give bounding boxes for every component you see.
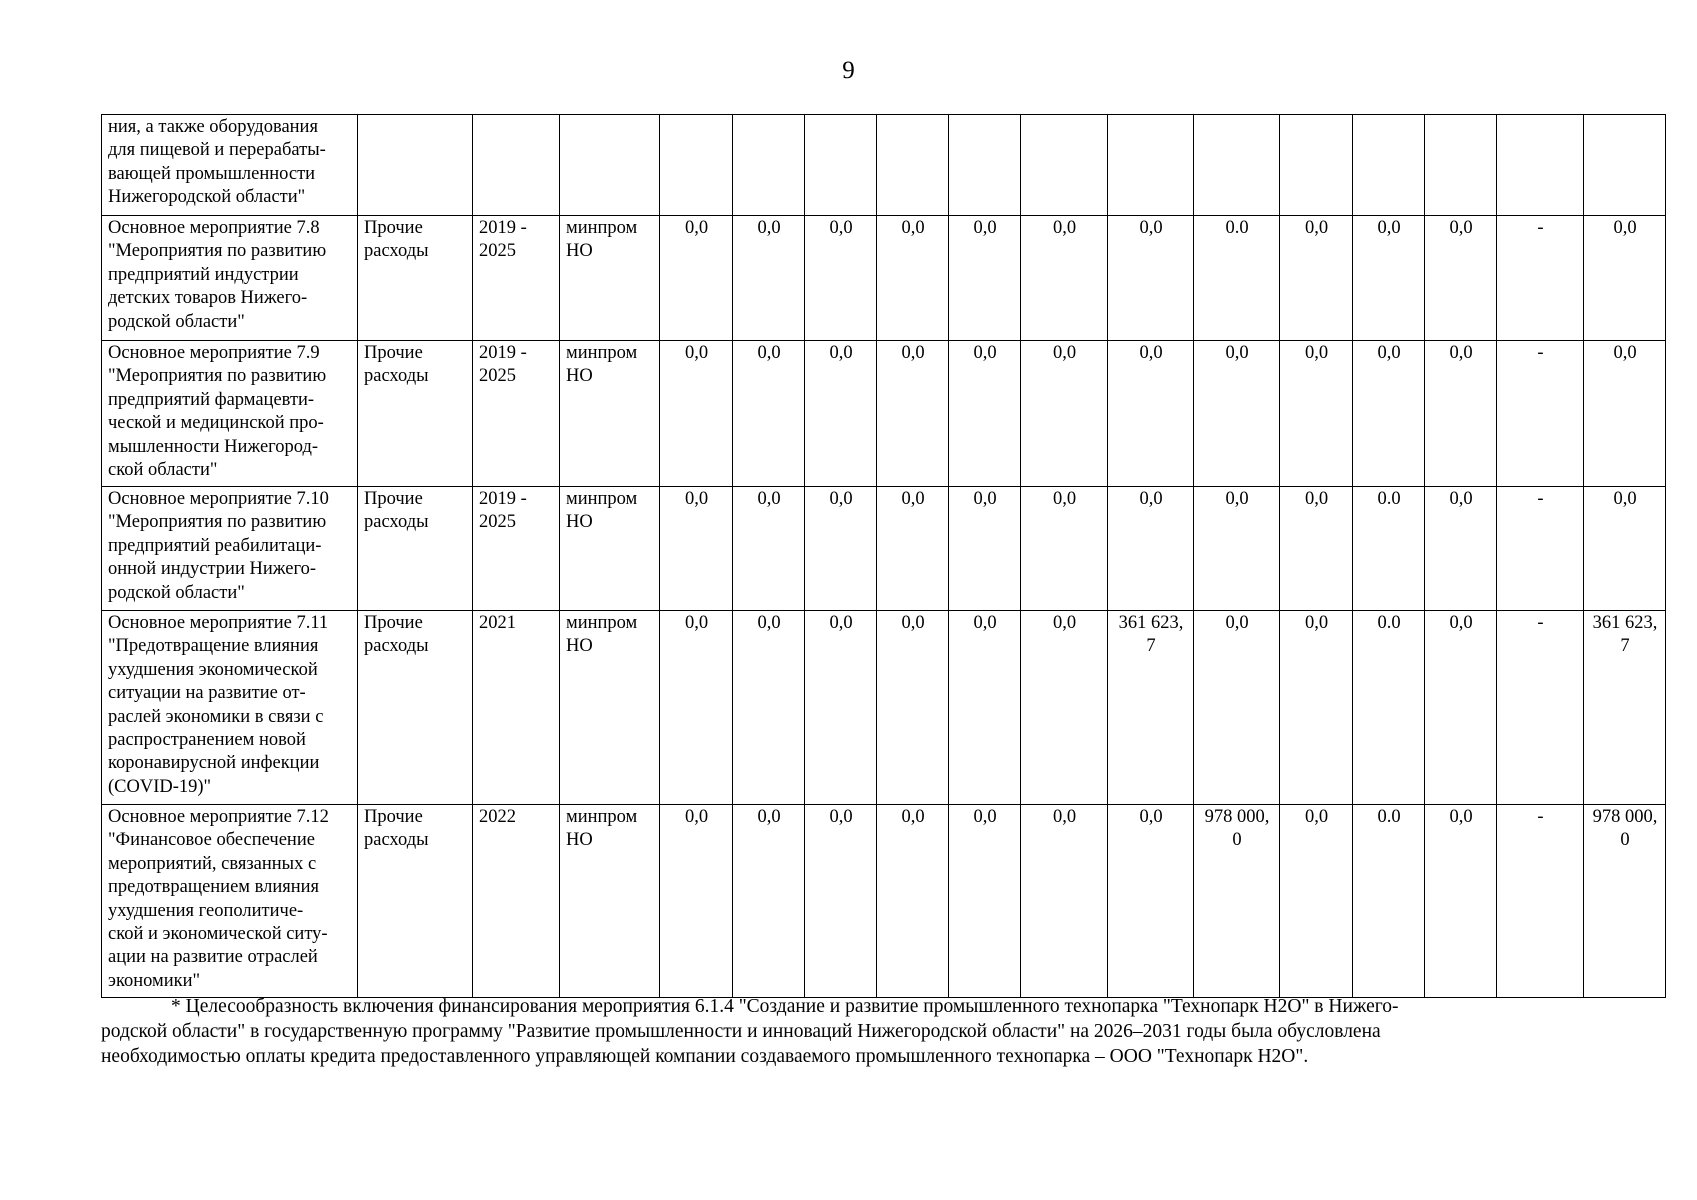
value-cell (949, 611, 1021, 805)
value-cell (1108, 487, 1194, 611)
value-cell-line: 0,0 (1139, 807, 1163, 827)
expense-type-cell-line: Прочие (364, 489, 423, 509)
value-cell-line: 0,0 (684, 218, 709, 238)
value-cell (1280, 611, 1353, 805)
value-cell-line: 0.0 (1377, 489, 1401, 509)
value-cell-line: 0,0 (1052, 613, 1077, 633)
value-cell (1108, 805, 1194, 998)
value-cell (660, 216, 733, 341)
value-cell-line: 0,0 (901, 613, 925, 633)
expense-type-cell-line: расходы (364, 241, 429, 262)
executor-cell-line: минпром (566, 489, 638, 509)
activity-name-cell (102, 805, 358, 998)
activity-name-cell-line: ухудшения экономической (108, 659, 318, 680)
value-cell (877, 341, 949, 487)
value-cell-line: 0,0 (1139, 489, 1163, 509)
activity-name-cell-line: ситуации на развитие от- (108, 683, 306, 704)
value-cell-line: 0,0 (1052, 218, 1077, 238)
value-cell-line: 0,0 (757, 343, 781, 363)
activity-name-cell-line: ухудшения геополитиче- (108, 900, 304, 921)
period-cell-line: 2022 (479, 807, 516, 827)
value-cell (1108, 216, 1194, 341)
value-cell (1497, 805, 1584, 998)
value-cell (877, 115, 949, 216)
footnote (101, 994, 1621, 1069)
period-cell-line: 2025 (479, 366, 516, 387)
value-cell-line: 0,0 (1225, 343, 1249, 363)
activity-name-cell-line: (COVID-19)" (108, 776, 212, 797)
activity-name-cell-line: "Финансовое обеспечение (108, 830, 315, 851)
activity-name-cell-line: мышленности Нижегород- (108, 436, 319, 457)
executor-cell-line: НО (566, 636, 593, 657)
period-cell (473, 216, 560, 341)
table-body (102, 115, 1666, 998)
value-cell (1584, 487, 1666, 611)
activity-name-cell-line: онной индустрии Нижего- (108, 559, 317, 580)
activity-name-cell-line: экономики" (108, 970, 201, 991)
executor-cell-line: минпром (566, 807, 638, 827)
activity-name-cell-line: ской области" (108, 460, 218, 481)
executor-cell-line: минпром (566, 218, 638, 238)
executor-cell (560, 115, 660, 216)
activity-name-cell-line: Основное мероприятие 7.10 (108, 489, 329, 509)
value-cell (1353, 341, 1425, 487)
value-cell-line: 0,0 (684, 343, 709, 363)
value-cell (660, 115, 733, 216)
value-cell (733, 805, 805, 998)
value-cell (1497, 341, 1584, 487)
value-cell-line: 0,0 (901, 489, 925, 509)
activity-name-cell (102, 216, 358, 341)
value-cell (1497, 487, 1584, 611)
activity-name-cell-line: Основное мероприятие 7.12 (108, 807, 329, 827)
value-cell (1108, 341, 1194, 487)
activity-name-cell-line: предприятий фармацевти- (108, 389, 315, 410)
table-row (102, 805, 1666, 998)
value-cell-line: - (1537, 807, 1544, 827)
value-cell (660, 341, 733, 487)
table-row (102, 341, 1666, 487)
value-cell-line: 361 623, (1592, 613, 1658, 633)
activity-name-cell (102, 341, 358, 487)
activity-name-cell-line: ческой и медицинской про- (108, 413, 324, 434)
value-cell (949, 216, 1021, 341)
value-cell (733, 115, 805, 216)
expense-type-cell-line: Прочие (364, 218, 423, 238)
value-cell (1497, 216, 1584, 341)
value-cell (733, 341, 805, 487)
value-cell-line: 0,0 (1449, 613, 1473, 633)
executor-cell-line: минпром (566, 613, 638, 633)
activity-name-cell-line: предприятий реабилитаци- (108, 535, 322, 556)
value-cell-line: 0,0 (1052, 343, 1077, 363)
value-cell (1021, 216, 1108, 341)
expense-type-cell-line: расходы (364, 830, 429, 851)
executor-cell-line: минпром (566, 343, 638, 363)
value-cell-line: 0,0 (1052, 807, 1077, 827)
value-cell (805, 115, 877, 216)
value-cell (1425, 115, 1497, 216)
value-cell-line: 0,0 (1449, 489, 1473, 509)
value-cell-line: 0,0 (757, 489, 781, 509)
activity-name-cell-line: "Предотвращение влияния (108, 636, 319, 657)
value-cell-line: 0,0 (1449, 218, 1473, 238)
value-cell (1353, 805, 1425, 998)
executor-cell (560, 216, 660, 341)
activity-name-cell-line: мероприятий, связанных с (108, 853, 317, 874)
value-cell-line: 7 (1146, 636, 1156, 657)
footnote-line: * Целесообразность включения финансирования мероприятия 6.1.4 "Создание и развитие промышленного технопарка "Технопарк H2O" в Нижего- (171, 996, 1399, 1017)
activity-name-cell-line: предприятий индустрии (108, 264, 299, 285)
value-cell-line: 0,0 (757, 218, 781, 238)
table-row (102, 487, 1666, 611)
activity-name-cell (102, 115, 358, 216)
value-cell-line: 0.0 (1377, 613, 1401, 633)
activity-name-cell-line: "Мероприятия по развитию (108, 512, 327, 533)
value-cell (1584, 805, 1666, 998)
value-cell (1021, 611, 1108, 805)
value-cell (1108, 611, 1194, 805)
value-cell (949, 115, 1021, 216)
value-cell-line: 0,0 (1139, 343, 1163, 363)
expense-type-cell (358, 216, 473, 341)
value-cell (1194, 216, 1280, 341)
activity-name-cell-line: ния, а также оборудования (108, 117, 318, 137)
value-cell (1584, 216, 1666, 341)
value-cell (1280, 805, 1353, 998)
value-cell-line: 0.0 (1225, 218, 1249, 238)
activity-name-cell-line: предотвращением влияния (108, 877, 320, 898)
value-cell-line: 0 (1232, 830, 1242, 851)
value-cell-line: 0,0 (1225, 613, 1249, 633)
value-cell-line: 0,0 (1139, 218, 1163, 238)
value-cell-line: 0,0 (1449, 343, 1473, 363)
value-cell-line: 361 623, (1118, 613, 1184, 633)
value-cell (1194, 115, 1280, 216)
value-cell-line: 0,0 (829, 218, 853, 238)
value-cell-line: 0,0 (901, 807, 925, 827)
value-cell-line: 0,0 (901, 218, 925, 238)
activity-name-cell-line: Нижегородской области" (108, 187, 306, 208)
value-cell (1021, 805, 1108, 998)
footnote-line: родской области" в государственную программу "Развитие промышленности и инноваций Нижегородской области" на 2026–2031 годы была обусловлена (101, 1021, 1381, 1042)
value-cell-line: 0,0 (684, 613, 709, 633)
activity-name-cell-line: для пищевой и перерабаты- (108, 140, 326, 161)
value-cell (1021, 487, 1108, 611)
period-cell (473, 487, 560, 611)
value-cell-line: 0,0 (1377, 218, 1401, 238)
value-cell-line: - (1537, 489, 1544, 509)
value-cell (1194, 805, 1280, 998)
value-cell-line: 0,0 (1377, 343, 1401, 363)
value-cell-line: 0,0 (973, 613, 997, 633)
value-cell (1108, 115, 1194, 216)
value-cell-line: 978 000, (1204, 807, 1270, 827)
value-cell-line: 0,0 (973, 218, 997, 238)
activity-name-cell-line: Основное мероприятие 7.8 (108, 218, 320, 238)
activity-name-cell-line: вающей промышленности (108, 163, 316, 184)
value-cell (805, 805, 877, 998)
value-cell-line: 0,0 (757, 807, 781, 827)
activity-name-cell-line: детских товаров Нижего- (108, 288, 308, 309)
expense-type-cell (358, 611, 473, 805)
activity-name-cell-line: родской области" (108, 582, 245, 603)
value-cell-line: 7 (1620, 636, 1630, 657)
value-cell-line: 0,0 (1613, 489, 1637, 509)
value-cell (877, 611, 949, 805)
activity-name-cell-line: Основное мероприятие 7.9 (108, 343, 320, 363)
value-cell-line: 0,0 (757, 613, 781, 633)
value-cell-line: 978 000, (1592, 807, 1658, 827)
value-cell (877, 805, 949, 998)
value-cell (733, 487, 805, 611)
executor-cell-line: НО (566, 512, 593, 533)
period-cell (473, 341, 560, 487)
activity-name-cell-line: Основное мероприятие 7.11 (108, 613, 329, 633)
value-cell (733, 611, 805, 805)
value-cell-line: - (1537, 343, 1544, 363)
value-cell-line: 0,0 (829, 807, 853, 827)
value-cell (949, 341, 1021, 487)
executor-cell (560, 341, 660, 487)
period-cell-line: 2025 (479, 241, 516, 262)
value-cell (1353, 487, 1425, 611)
value-cell-line: 0 (1620, 830, 1630, 851)
value-cell (733, 216, 805, 341)
value-cell-line: 0,0 (973, 489, 997, 509)
value-cell (805, 216, 877, 341)
value-cell (1021, 115, 1108, 216)
executor-cell (560, 487, 660, 611)
footnote-line: необходимостью оплаты кредита предоставленного управляющей компании создаваемого промышленного технопарка – ООО "Технопарк H2O". (101, 1046, 1309, 1067)
value-cell-line: 0,0 (1613, 343, 1637, 363)
table-row (102, 216, 1666, 341)
value-cell-line: 0,0 (901, 343, 925, 363)
value-cell (660, 611, 733, 805)
value-cell-line: 0,0 (829, 343, 853, 363)
period-cell-line: 2019 - (479, 489, 527, 509)
value-cell (1425, 341, 1497, 487)
value-cell (660, 805, 733, 998)
period-cell (473, 115, 560, 216)
value-cell-line: - (1537, 218, 1544, 238)
executor-cell-line: НО (566, 241, 593, 262)
activity-name-cell-line: родской области" (108, 311, 245, 332)
activity-name-cell (102, 487, 358, 611)
period-cell-line: 2019 - (479, 343, 527, 363)
executor-cell (560, 611, 660, 805)
executor-cell-line: НО (566, 830, 593, 851)
value-cell (805, 341, 877, 487)
activity-name-cell-line: распространением новой (108, 730, 306, 751)
value-cell-line: 0,0 (1449, 807, 1473, 827)
value-cell (1194, 611, 1280, 805)
value-cell (1497, 115, 1584, 216)
value-cell (877, 216, 949, 341)
expense-type-cell-line: Прочие (364, 807, 423, 827)
activity-name-cell-line: ской и экономической ситу- (108, 924, 328, 945)
expense-type-cell-line: Прочие (364, 343, 423, 363)
value-cell (1497, 611, 1584, 805)
value-cell (949, 487, 1021, 611)
activity-name-cell-line: раслей экономики в связи с (108, 706, 324, 727)
value-cell-line: 0,0 (1225, 489, 1249, 509)
value-cell (1280, 115, 1353, 216)
table-row (102, 611, 1666, 805)
expense-type-cell-line: расходы (364, 366, 429, 387)
value-cell-line: 0,0 (1613, 218, 1637, 238)
value-cell (805, 487, 877, 611)
expense-type-cell-line: расходы (364, 512, 429, 533)
value-cell-line: 0,0 (1304, 613, 1329, 633)
expense-type-cell-line: расходы (364, 636, 429, 657)
value-cell-line: 0,0 (1304, 807, 1329, 827)
funding-table (101, 114, 1666, 998)
expense-type-cell-line: Прочие (364, 613, 423, 633)
activity-name-cell-line: "Мероприятия по развитию (108, 366, 327, 387)
value-cell (1584, 115, 1666, 216)
period-cell-line: 2019 - (479, 218, 527, 238)
value-cell (1280, 487, 1353, 611)
expense-type-cell (358, 341, 473, 487)
value-cell (1425, 611, 1497, 805)
activity-name-cell (102, 611, 358, 805)
value-cell (1353, 216, 1425, 341)
period-cell-line: 2025 (479, 512, 516, 533)
value-cell-line: 0,0 (684, 807, 709, 827)
activity-name-cell-line: "Мероприятия по развитию (108, 241, 327, 262)
value-cell (660, 487, 733, 611)
value-cell (1425, 487, 1497, 611)
value-cell (1353, 611, 1425, 805)
value-cell (1280, 341, 1353, 487)
value-cell (805, 611, 877, 805)
value-cell-line: 0,0 (829, 613, 853, 633)
value-cell (1194, 487, 1280, 611)
value-cell (1584, 341, 1666, 487)
page-number: 9 (842, 57, 855, 84)
value-cell (1194, 341, 1280, 487)
value-cell-line: 0,0 (684, 489, 709, 509)
value-cell-line: 0,0 (1304, 343, 1329, 363)
activity-name-cell-line: коронавирусной инфекции (108, 753, 320, 774)
value-cell-line: 0,0 (1052, 489, 1077, 509)
executor-cell-line: НО (566, 366, 593, 387)
value-cell (949, 805, 1021, 998)
value-cell-line: 0,0 (973, 343, 997, 363)
value-cell (877, 487, 949, 611)
value-cell-line: 0,0 (1304, 218, 1329, 238)
activity-name-cell-line: ации на развитие отраслей (108, 947, 318, 968)
period-cell (473, 611, 560, 805)
table-row (102, 115, 1666, 216)
value-cell-line: 0.0 (1377, 807, 1401, 827)
value-cell (1280, 216, 1353, 341)
executor-cell (560, 805, 660, 998)
expense-type-cell (358, 805, 473, 998)
value-cell (1584, 611, 1666, 805)
value-cell-line: 0,0 (973, 807, 997, 827)
value-cell-line: - (1537, 613, 1544, 633)
value-cell (1425, 216, 1497, 341)
value-cell-line: 0,0 (829, 489, 853, 509)
value-cell-line: 0,0 (1304, 489, 1329, 509)
expense-type-cell (358, 115, 473, 216)
expense-type-cell (358, 487, 473, 611)
value-cell (1353, 115, 1425, 216)
value-cell (1425, 805, 1497, 998)
value-cell (1021, 341, 1108, 487)
period-cell-line: 2021 (479, 613, 516, 633)
period-cell (473, 805, 560, 998)
